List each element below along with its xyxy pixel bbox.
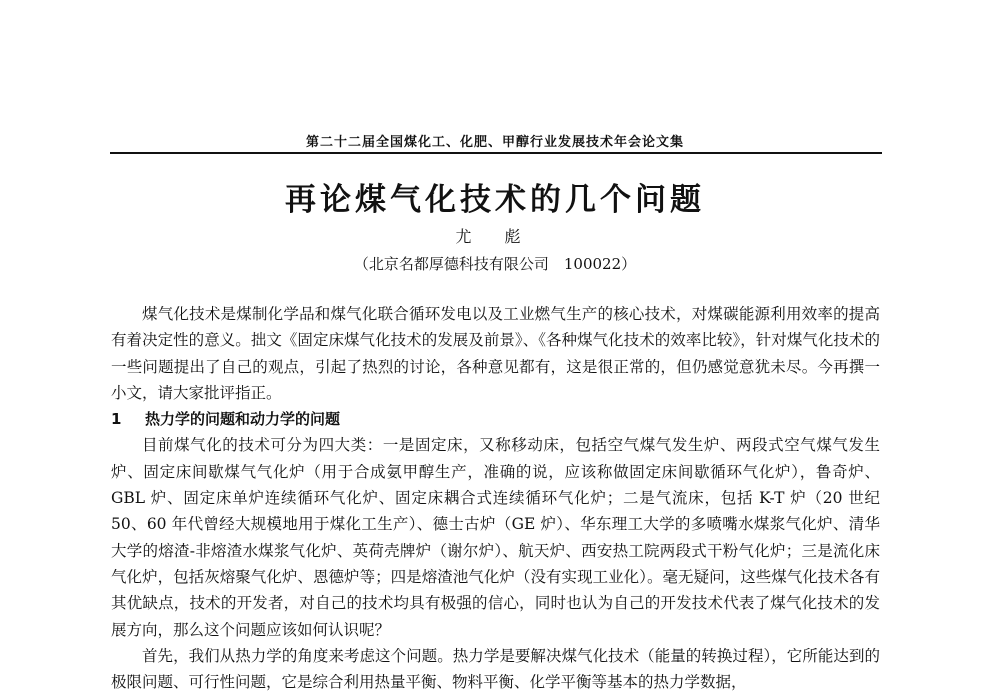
body-paragraph: 首先，我们从热力学的角度来考虑这个问题。热力学是要解决煤气化技术（能量的转换过程），它所能达到的极限问题、可行性问题，它是综合利用热量平衡、物料平衡、化学平衡等基本的热力学数据，	[111, 646, 880, 692]
section-number: 1	[111, 410, 122, 429]
body-text	[111, 301, 880, 695]
section-title: 热力学的问题和动力学的问题	[145, 410, 341, 429]
header-rule	[110, 152, 882, 154]
body-paragraph: 目前煤气化的技术可分为四大类：一是固定床，又称移动床，包括空气煤气发生炉、两段式空气煤气发生炉、固定床间歇煤气气化炉（用于合成氨甲醇生产，准确的说，应该称做固定床间歇循环气化炉），鲁奇炉、GBL 炉、固定床单炉连续循环气化炉、固定床耦合式连续循环气化炉；二是气流床，包括 K-T 炉（20 世纪 50、60 年代曾经大规模地用于煤化工生产）、德士古炉（GE 炉）、华东理工大学的多喷嘴水煤浆气化炉、清华大学的熔渣-非熔渣水煤浆气化炉、英荷壳牌炉（谢尔炉）、航天炉、西安热工院两段式干粉气化炉；三是流化床气化炉，包括灰熔聚气化炉、恩德炉等；四是熔渣池气化炉（没有实现工业化）。毫无疑问，这些煤气化技术各有其优缺点，技术的开发者，对自己的技术均具有极强的信心，同时也认为自己的开发技术代表了煤气化技术的发展方向，那么这个问题应该如何认识呢？	[111, 436, 880, 639]
section-heading	[111, 406, 880, 432]
author: 尤 彪	[455, 227, 535, 246]
paper-title: 再论煤气化技术的几个问题	[285, 182, 705, 218]
affiliation: （北京名都厚德科技有限公司 100022）	[353, 255, 637, 273]
running-header: 第二十二届全国煤化工、化肥、甲醇行业发展技术年会论文集	[305, 135, 684, 150]
abstract-paragraph: 煤气化技术是煤制化学品和煤气化联合循环发电以及工业燃气生产的核心技术，对煤碳能源利用效率的提高有着决定性的意义。拙文《固定床煤气化技术的发展及前景》、《各种煤气化技术的效率比较》，针对煤气化技术的一些问题提出了自己的观点，引起了热烈的讨论，各种意见都有，这是很正常的，但仍感觉意犹未尽。今再撰一小文，请大家批评指正。	[111, 305, 880, 402]
